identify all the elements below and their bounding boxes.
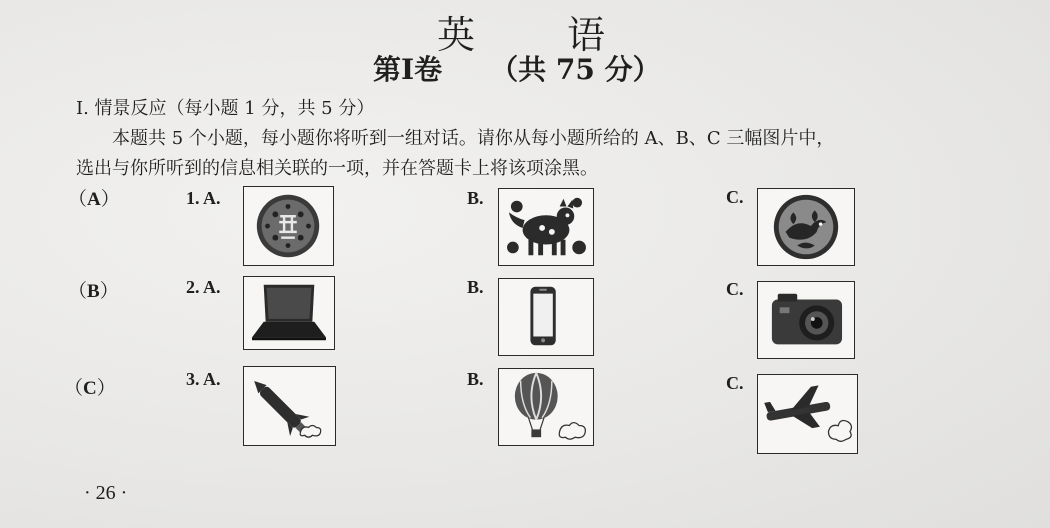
answer-slot-2: （B）	[68, 280, 119, 302]
section-heading: Ⅰ. 情景反应（每小题 1 分，共 5 分）	[76, 98, 375, 119]
answer-letter: B	[87, 281, 100, 302]
question-number-2: 2. A.	[186, 277, 221, 297]
option-1a-image[interactable]	[243, 186, 334, 266]
option-label-2c: C.	[726, 279, 744, 299]
volume-label: 第Ⅰ卷	[373, 53, 443, 86]
option-label-2b: B.	[467, 277, 484, 297]
option-2b-image[interactable]	[498, 278, 594, 356]
instructions	[76, 124, 996, 184]
airplane-icon	[758, 375, 857, 453]
option-1c-image[interactable]	[757, 188, 855, 266]
round-paper-cut-icon	[244, 187, 333, 265]
option-3a-image[interactable]	[243, 366, 336, 446]
answer-letter: A	[87, 189, 101, 210]
bird-paper-cut-icon	[758, 189, 854, 265]
volume-heading	[373, 48, 661, 88]
option-label-1c: C.	[726, 187, 744, 207]
option-label-3b: B.	[467, 369, 484, 389]
page-number: · 26 ·	[84, 482, 128, 504]
answer-letter: C	[83, 378, 97, 399]
question-number-3: 3. A.	[186, 369, 221, 389]
option-1b-image[interactable]	[498, 188, 594, 266]
answer-slot-1: （A）	[68, 188, 120, 210]
question-number-1: 1. A.	[186, 188, 221, 208]
camera-icon	[758, 282, 854, 358]
instruction-line-2: 选出与你所听到的信息相关联的一项，并在答题卡上将该项涂黑。	[76, 158, 598, 179]
smartphone-icon	[499, 279, 593, 355]
instruction-line-1: 本题共 5 个小题，每小题你将听到一组对话。请你从每小题所给的 A、B、C 三幅图片中，	[112, 128, 835, 149]
laptop-icon	[244, 277, 334, 349]
hot-air-balloon-icon	[499, 369, 593, 445]
option-3c-image[interactable]	[757, 374, 858, 454]
total-score: （共 75 分）	[490, 53, 661, 86]
title-char-1: 英	[437, 13, 478, 57]
option-3b-image[interactable]	[498, 368, 594, 446]
option-label-3c: C.	[726, 373, 744, 393]
option-label-1b: B.	[467, 188, 484, 208]
title-char-2: 语	[567, 13, 608, 57]
rocket-icon	[244, 367, 335, 445]
option-2a-image[interactable]	[243, 276, 335, 350]
answer-slot-3: （C）	[64, 377, 116, 399]
option-2c-image[interactable]	[757, 281, 855, 359]
animal-paper-cut-icon	[499, 189, 593, 265]
